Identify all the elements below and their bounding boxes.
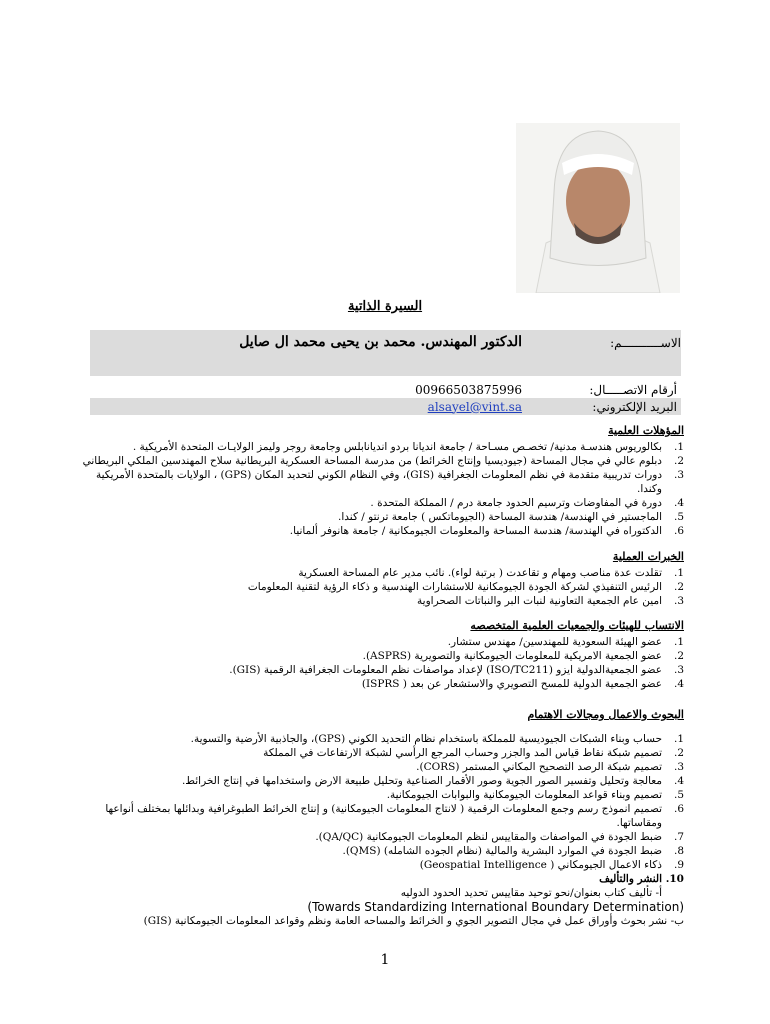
memberships-heading: الانتساب للهيئات والجمعيات العلمية المتخصصه <box>470 619 684 632</box>
qualifications-heading: المؤهلات العلمية <box>608 424 684 437</box>
name-row <box>90 330 681 376</box>
publication-a-english: (Towards Standardizing International Boundary Determination) <box>307 900 684 914</box>
email-label: البريد الإلكتروني: <box>592 399 677 414</box>
list-item: 4. دورة في المفاوضات وترسيم الحدود جامعة درم / المملكة المتحدة . <box>370 497 684 509</box>
page-number: 1 <box>380 952 390 968</box>
list-item: 5. تصميم وبناء قواعد المعلومات الجيومكانية والبوابات الجيومكانية. <box>386 789 684 801</box>
list-item: 10. النشر والتأليف <box>599 873 684 885</box>
email-row <box>90 398 681 415</box>
list-item: 3. تصميم شبكة الرصد التصحيح المكاني المستمر (CORS). <box>416 761 684 773</box>
contact-info-table <box>90 330 681 415</box>
list-item: 2. عضو الجمعية الامريكية للمعلومات الجيومكانية والتصويرية (ASPRS). <box>362 650 684 662</box>
email-link[interactable]: alsayel@vint.sa <box>427 399 522 414</box>
research-heading: البحوث والاعمال ومجالات الاهتمام <box>527 708 684 721</box>
list-item: 1. تقلدت عدة مناصب ومهام و تقاعدت ( برتبة لواء). نائب مدير عام المساحة العسكرية <box>298 567 684 579</box>
list-item: 2. الرئيس التنفيذي لشركة الجودة الجيومكانية للاستشارات الهندسية و ذكاء الرؤية لتقنية المعلومات <box>247 581 684 593</box>
list-item: 6. تصميم انموذج رسم وجمع المعلومات الرقمية ( لانتاج المعلومات الجيومكانية) و إنتاج الخرائط الطبوغرافية وبدائلها بمختلف أنواعها ومقاساتها. <box>105 803 684 829</box>
list-item: 1. حساب وبناء الشبكات الجيوديسية للمملكة باستخدام نظام التحديد الكوني (GPS)، والجاذبية الأرضية والتسوية. <box>190 733 684 745</box>
document-title: السيرة الذاتية <box>347 299 423 314</box>
list-item: 3. امين عام الجمعية التعاونية لنبات البر والنباتات الصحراوية <box>417 595 684 607</box>
list-item: 9. ذكاء الاعمال الجيومكاني ( Geospatial Intelligence) <box>419 859 684 871</box>
phone-row <box>90 381 681 398</box>
publication-a: أ- تأليف كتاب بعنوان/نحو توحيد مقاييس تحديد الحدود الدوليه <box>400 887 662 899</box>
list-item: 2. دبلوم عالي في مجال المساحة (جيوديسيا وإنتاج الخرائط) من مدرسة المساحة العسكرية البريطانية سلاح المهندسين الملكي البريطاني <box>82 455 684 467</box>
qualifications-section <box>80 424 684 538</box>
list-item: 4. عضو الجمعية الدولية للمسح التصويري والاستشعار عن بعد ( ISPRS) <box>361 678 684 690</box>
publication-b: ب- نشر بحوث وأوراق عمل في مجال التصوير الجوي و الخرائط والمساحه العامة ونظم وقواعد المعلومات الجيومكانية (GIS) <box>143 915 684 927</box>
full-name: الدكتور المهندس. محمد بن يحيى محمد ال صايل <box>239 334 522 350</box>
list-item: 3. دورات تدريبية متقدمة في نظم المعلومات الجغرافية (GIS)، وفي النظام الكوني لتحديد المكان (GPS) ، الولايات بالمتحدة الأمريكية وكندا. <box>95 469 684 495</box>
name-label: الاســـــــــــم: <box>610 336 681 350</box>
list-item: 1. بكالوريوس هندسـة مدنية/ تخصـص مسـاحة / جامعة انديانا بردو انديانابلس وجامعة روجر وليمز الولايـات المتحدة الأمريكية . <box>132 441 684 453</box>
list-item: 2. تصميم شبكة نقاط قياس المد والجزر وحساب المرجع الرأسي لشبكة الارتفاعات في المملكة <box>263 747 684 759</box>
phone-label: أرقام الاتصـــــال: <box>589 382 677 397</box>
list-item: 5. الماجستير في الهندسة/ هندسة المساحة (الجيوماتكس ) جامعة ترنتو / كندا. <box>338 511 684 523</box>
profile-photo <box>516 123 680 293</box>
list-item: 4. معالجة وتحليل وتفسير الصور الجوية وصور الأقمار الصناعية وتحليل طبيعة الارض واستخدامها في إنتاج الخرائط. <box>181 775 684 787</box>
experience-heading: الخبرات العملية <box>612 550 684 563</box>
list-item: 7. ضبط الجودة في المواصفات والمقاييس لنظم المعلومات الجيومكانية (QA/QC). <box>315 831 684 843</box>
list-item: 8. ضبط الجودة في الموارد البشرية والمالية (نظام الجوده الشامله) (QMS). <box>342 845 684 857</box>
memberships-section <box>80 619 684 691</box>
phone-value: 00966503875996 <box>415 382 522 397</box>
list-item: 3. عضو الجمعيةالدولية ايزو (ISO/TC211) لإعداد مواصفات نظم المعلومات الجغرافية الرقمية (GIS). <box>229 664 684 676</box>
list-item: 1. عضو الهيئة السعودية للمهندسين/ مهندس ستشار. <box>447 636 684 648</box>
experience-section <box>80 550 684 608</box>
research-section <box>80 708 684 928</box>
list-item: 6. الدكتوراه في الهندسة/ هندسة المساحة والمعلومات الجيومكانية / جامعة هانوفر ألمانيا. <box>289 525 684 537</box>
